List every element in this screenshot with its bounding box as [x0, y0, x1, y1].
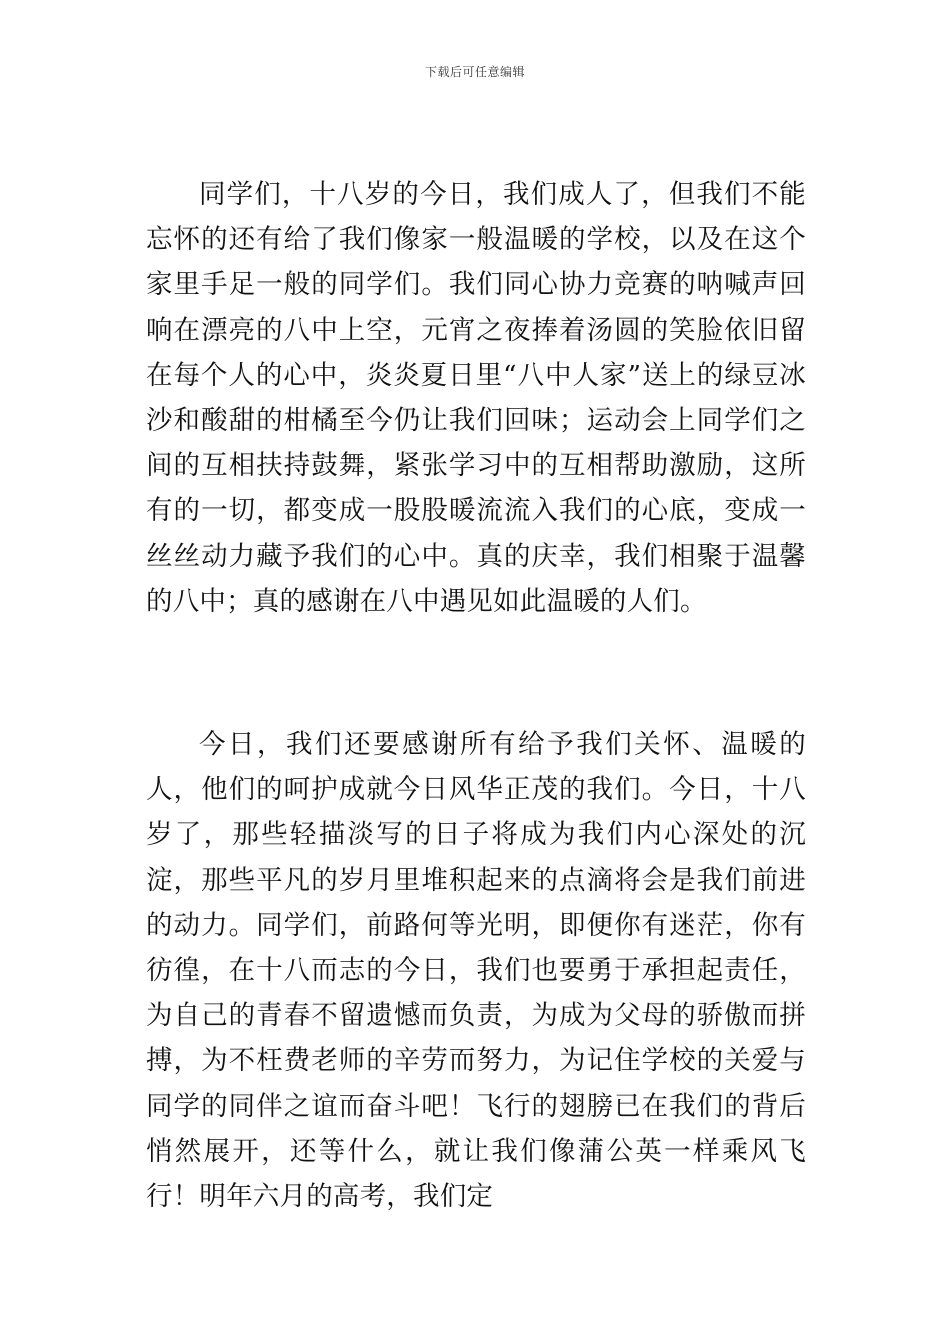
paragraph-gratitude-to-school: 同学们，十八岁的今日，我们成人了，但我们不能忘怀的还有给了我们像家一般温暖的学校，以及在这个家里手足一般的同学们。我们同心协力竞赛的呐喊声回响在漂亮的八中上空，元宵之夜捧着汤圆的笑脸依旧留在每个人的心中，炎炎夏日里“八中人家”送上的绿豆冰沙和酸甜的柑橘至今仍让我们回味；运动会上同学们之间的互相扶持鼓舞，紧张学习中的互相帮助激励，这所有的一切，都变成一股股暖流流入我们的心底，变成一丝丝动力藏予我们的心中。真的庆幸，我们相聚于温馨的八中；真的感谢在八中遇见如此温暖的人们。 [146, 179, 806, 617]
paragraph-gratitude-and-future: 今日，我们还要感谢所有给予我们关怀、温暖的人，他们的呵护成就今日风华正茂的我们。今日，十八岁了，那些轻描淡写的日子将成为我们内心深处的沉淀，那些平凡的岁月里堆积起来的点滴将会是我们前进的动力。同学们，前路何等光明，即便你有迷茫，你有彷徨，在十八而志的今日，我们也要勇于承担起责任，为自己的青春不留遗憾而负责，为成为父母的骄傲而拼搏，为不枉费老师的辛劳而努力，为记住学校的关爱与同学的同伴之谊而奋斗吧！飞行的翅膀已在我们的背后悄然展开，还等什么，就让我们像蒲公英一样乘风飞行！明年六月的高考，我们定 [146, 729, 806, 1213]
page-header: 下载后可任意编辑 [424, 65, 525, 79]
